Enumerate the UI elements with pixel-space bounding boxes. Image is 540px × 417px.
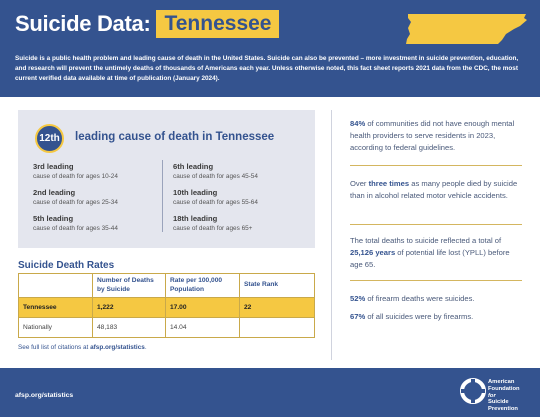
stat-description: cause of death for ages 35-44: [33, 225, 118, 232]
tennessee-outline-icon: [402, 12, 530, 46]
table-cell: 1,222: [93, 298, 166, 318]
life-ring-icon: [460, 378, 486, 404]
fact-motor-vehicle: [350, 178, 522, 202]
logo-line: Prevention: [488, 406, 518, 413]
age-stat: [33, 214, 118, 240]
stat-description: cause of death for ages 65+: [173, 225, 253, 232]
stat-description: cause of death for ages 10-24: [33, 173, 118, 180]
stat-description: cause of death for ages 55-64: [173, 199, 258, 206]
title-text: Suicide Data:: [15, 11, 151, 36]
stat-description: cause of death for ages 25-34: [33, 199, 118, 206]
fact-highlight: 25,126 years: [350, 247, 396, 257]
fact-ypll: [350, 235, 522, 270]
age-stats-left: [33, 162, 118, 240]
citation-link[interactable]: afsp.org/statistics: [90, 344, 145, 351]
age-stat: [33, 188, 118, 214]
fact-firearm-deaths: [350, 293, 522, 305]
table-header-cell: State Rank: [240, 274, 315, 298]
rates-section-title: Suicide Death Rates: [18, 260, 115, 271]
table-cell: Nationally: [19, 318, 93, 338]
table-row-tennessee: [19, 298, 315, 318]
fact-highlight: 52%: [350, 294, 366, 303]
logo-line: American: [488, 379, 515, 385]
age-stat: [33, 162, 118, 188]
table-header-cell: Rate per 100,000 Population: [166, 274, 240, 298]
table-cell: [240, 318, 315, 338]
stat-rank: 3rd leading: [33, 162, 74, 171]
age-stat: [173, 162, 258, 188]
footer-link[interactable]: afsp.org/statistics: [15, 392, 74, 399]
table-cell: 22: [240, 298, 315, 318]
logo-line: Suicide: [488, 399, 509, 406]
table-header-row: [19, 274, 315, 298]
fact-text: of potential life lost (YPLL) before age 65.: [350, 247, 510, 269]
age-stat: [173, 188, 258, 214]
logo-line: Foundation: [488, 385, 520, 392]
fact-highlight: 84%: [350, 119, 366, 128]
fact-text: The total deaths to suicide reflected a total of: [350, 236, 502, 245]
footer-banner: [0, 368, 540, 417]
fact-text: Over: [350, 179, 369, 188]
leading-cause-panel: [18, 110, 315, 248]
fact-divider: [350, 280, 522, 281]
fact-text: of all suicides were by firearms.: [365, 312, 474, 321]
fact-text: of firearm deaths were suicides.: [365, 294, 475, 303]
table-header-cell: [19, 274, 93, 298]
page-title: [15, 10, 279, 38]
fact-firearm-suicides: [350, 311, 522, 323]
stat-rank: 6th leading: [173, 162, 214, 171]
column-divider: [162, 160, 163, 232]
fact-provider-shortage: [350, 118, 522, 153]
fact-highlight: 67%: [350, 312, 366, 321]
afsp-logo-text: [488, 379, 536, 413]
fact-divider: [350, 224, 522, 225]
fact-highlight: three times: [368, 179, 410, 188]
leading-cause-title: leading cause of death in Tennessee: [75, 131, 275, 143]
citation-suffix: .: [144, 344, 147, 351]
fact-divider: [350, 165, 522, 166]
stat-rank: 10th leading: [173, 188, 218, 197]
stat-rank: 2nd leading: [33, 188, 76, 197]
suicide-rates-table: [18, 273, 315, 338]
vertical-divider: [331, 110, 332, 360]
table-cell: 14.04: [166, 318, 240, 338]
stat-description: cause of death for ages 45-54: [173, 173, 258, 180]
table-header-cell: Number of Deaths by Suicide: [93, 274, 166, 298]
stat-rank: 5th leading: [33, 214, 74, 223]
fact-text: of communities did not have enough mental health providers to serve residents in 2023, according to federal guidelines.: [350, 119, 515, 152]
table-cell: Tennessee: [19, 298, 93, 318]
age-stats-right: [173, 162, 258, 240]
stat-rank: 18th leading: [173, 214, 218, 223]
logo-line: for: [488, 392, 496, 399]
fact-text: as many people died by suicide than in alcohol related motor vehicle accidents.: [350, 179, 518, 200]
intro-paragraph: Suicide is a public health problem and leading cause of death in the United States. Suicide can also be prevented – more investment in suicide prevention, education, and research will prevent the untimely deaths of thousands of Americans each year. Unless otherwise noted, this fact sheet reports 2021 data from the CDC, the most current verified data available at time of publication (January 2024).: [15, 55, 519, 82]
age-stat: [173, 214, 258, 240]
table-row-national: [19, 318, 315, 338]
citation-note: [18, 344, 147, 351]
rank-badge: 12th: [35, 124, 64, 153]
citation-prefix: See full list of citations at: [18, 344, 91, 351]
table-cell: 48,183: [93, 318, 166, 338]
table-cell: 17.00: [166, 298, 240, 318]
header-banner: [0, 0, 540, 97]
state-name-badge: Tennessee: [156, 10, 279, 38]
